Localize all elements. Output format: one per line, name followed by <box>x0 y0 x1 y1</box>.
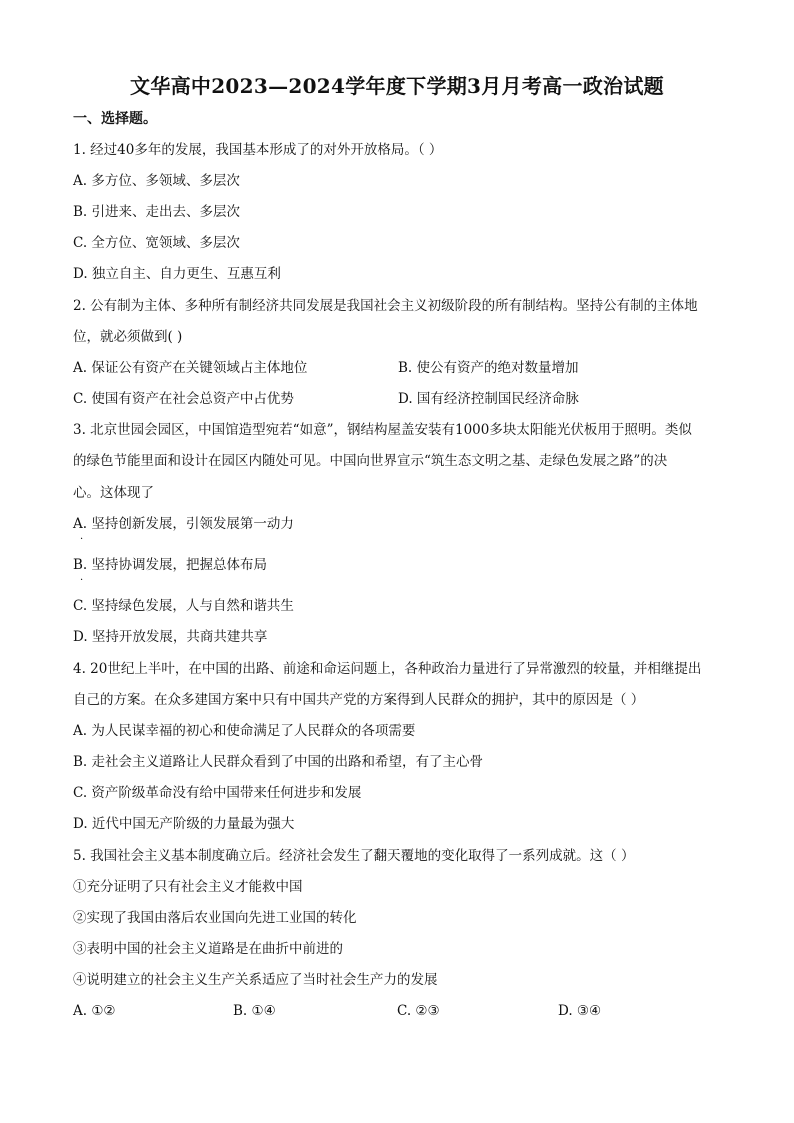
q5-statement-4: ④说明建立的社会主义生产关系适应了当时社会生产力的发展 <box>73 972 438 988</box>
q2-option-b: B. 使公有资产的绝对数量增加 <box>398 360 579 376</box>
q4-option-d: D. 近代中国无产阶级的力量最为强大 <box>73 816 295 832</box>
q3-stem-line2: 的绿色节能里面和设计在园区内随处可见。中国向世界宣示“筑生态文明之基、走绿色发展之路”的决 <box>73 453 668 469</box>
q1-stem: 1. 经过40多年的发展，我国基本形成了的对外开放格局。（ ） <box>73 142 443 158</box>
stray-dot-mark: · <box>80 534 84 545</box>
q1-option-d: D. 独立自主、自力更生、互惠互利 <box>73 266 281 282</box>
q5-option-b: B. ①④ <box>233 1003 276 1019</box>
q3-stem-line1: 3. 北京世园会园区，中国馆造型宛若“如意”，钢结构屋盖安装有1000多块太阳能光伏板用于照明。类似 <box>73 422 692 438</box>
q5-statement-3: ③表明中国的社会主义道路是在曲折中前进的 <box>73 941 343 957</box>
q4-option-c: C. 资产阶级革命没有给中国带来任何进步和发展 <box>73 785 362 801</box>
q5-option-d: D. ③④ <box>558 1003 602 1019</box>
q1-option-a: A. 多方位、多领域、多层次 <box>73 173 240 189</box>
q2-stem-line1: 2. 公有制为主体、多种所有制经济共同发展是我国社会主义初级阶段的所有制结构。坚持公有制的主体地 <box>73 298 698 314</box>
page-title: 文华高中2023—2024学年度下学期3月月考高一政治试题 <box>130 74 664 98</box>
q3-option-d: D. 坚持开放发展，共商共建共享 <box>73 629 268 645</box>
q3-option-b: B. 坚持协调发展，把握总体布局 <box>73 557 268 573</box>
q2-stem-line2: 位，就必须做到( ) <box>73 329 183 345</box>
q3-stem-line3: 心。这体现了 <box>73 485 154 501</box>
q4-option-b: B. 走社会主义道路让人民群众看到了中国的出路和希望，有了主心骨 <box>73 754 484 770</box>
q4-option-a: A. 为人民谋幸福的初心和使命满足了人民群众的各项需要 <box>73 723 416 739</box>
q3-option-c: C. 坚持绿色发展，人与自然和谐共生 <box>73 598 294 614</box>
q2-option-c: C. 使国有资产在社会总资产中占优势 <box>73 391 294 407</box>
q5-stem: 5. 我国社会主义基本制度确立后。经济社会发生了翻天覆地的变化取得了一系列成就。这（ ） <box>73 848 635 864</box>
q4-stem-line1: 4. 20世纪上半叶，在中国的出路、前途和命运问题上，各种政治力量进行了异常激烈的较量，并相继提出 <box>73 661 702 677</box>
section-heading: 一、选择题。 <box>73 111 157 127</box>
q1-option-b: B. 引进来、走出去、多层次 <box>73 204 241 220</box>
q5-option-c: C. ②③ <box>397 1003 440 1019</box>
q2-option-a: A. 保证公有资产在关键领域占主体地位 <box>73 360 308 376</box>
q5-statement-2: ②实现了我国由落后农业国向先进工业国的转化 <box>73 910 357 926</box>
q3-option-a: A. 坚持创新发展，引领发展第一动力 <box>73 516 294 532</box>
q2-option-d: D. 国有经济控制国民经济命脉 <box>398 391 579 407</box>
q4-stem-line2: 自己的方案。在众多建国方案中只有中国共产党的方案得到人民群众的拥护，其中的原因是（ ） <box>73 692 645 708</box>
q5-option-a: A. ①② <box>73 1003 116 1019</box>
stray-dot-mark: · <box>80 575 84 586</box>
q5-statement-1: ①充分证明了只有社会主义才能救中国 <box>73 879 303 895</box>
q1-option-c: C. 全方位、宽领域、多层次 <box>73 235 240 251</box>
